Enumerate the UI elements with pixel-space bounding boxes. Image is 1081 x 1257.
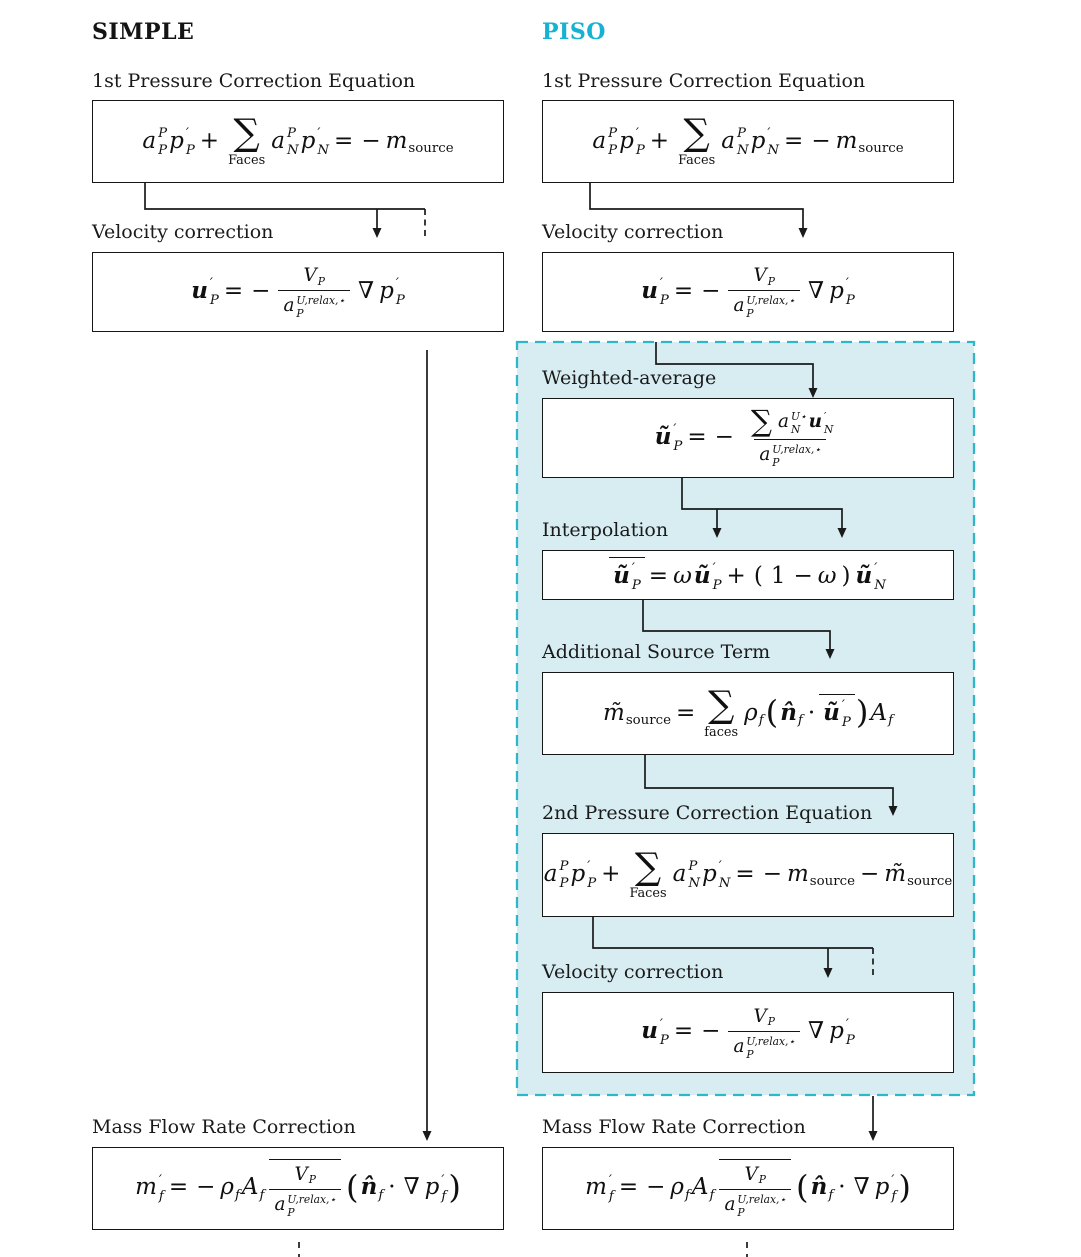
box-piso-pressure1 [542,100,954,183]
equation-piso-interpolation: ũ ′ P = ωũ ′ P + ( 1 − ω ) ũ ′ N [609,557,887,593]
box-piso-velocity [542,252,954,332]
box-simple-velocity [92,252,504,332]
label-simple-velocity: Velocity correction [92,221,274,243]
summation-symbol: ∑ Faces [629,844,667,902]
piso-column-title: PISO [542,19,606,45]
box-piso-mass-flow [542,1147,954,1230]
connector-simple-p1-to-vel [145,183,425,209]
equation-piso-pressure1: a P P p ′ P + ∑ Faces a P N p ′ N = − $m_{source}$ [592,111,904,168]
arrowhead [373,228,382,238]
label-piso-interpolation: Interpolation [542,519,669,541]
arrowhead [423,1131,432,1141]
label-piso-weighted: Weighted-average [542,367,717,389]
label-piso-velocity2: Velocity correction [542,961,724,983]
equation-piso-additional-source: $m̃_{source}$ = ∑ faces $\rho_f(n̂_f$ · ũ ′ P )$A_f$ [603,683,893,740]
simple-column-title: SIMPLE [92,19,195,45]
arrowhead [799,228,808,238]
equation-piso-pressure2: a P P p ′ P + ∑ Faces a P N p ′ N = − $m_{source}$ − $m̃_{source}$ [543,844,953,902]
summation-symbol: ∑ [750,404,772,439]
label-piso-pressure2: 2nd Pressure Correction Equation [542,802,873,824]
box-piso-interpolation [542,550,954,600]
summation-symbol: ∑ faces [704,683,739,740]
label-simple-mass-flow: Mass Flow Rate Correction [92,1116,356,1138]
summation-symbol: ∑ Faces [678,111,716,168]
label-piso-velocity: Velocity correction [542,221,724,243]
label-piso-mass-flow: Mass Flow Rate Correction [542,1116,806,1138]
box-piso-velocity2 [542,992,954,1073]
equation-simple-velocity: u ′ P = − $V_P$ a U,relax,⋆ P ∇ p ′ P [191,265,405,321]
label-piso-additional-source: Additional Source Term [542,641,771,663]
arrowhead [869,1131,878,1141]
box-simple-mass-flow [92,1147,504,1230]
equation-piso-mass-flow: m ′ f = − $\rho_fA_f$ $V_P$ a U,relax,⋆ P ($n̂_f$ · ∇ p ′ f ) [584,1159,912,1218]
equation-piso-velocity2: u ′ P = − $V_P$ a U,relax,⋆ P ∇ p ′ P [641,1005,855,1061]
equation-piso-velocity: u ′ P = − $V_P$ a U,relax,⋆ P ∇ p ′ P [641,265,855,321]
box-piso-additional-source [542,672,954,755]
equation-simple-mass-flow: m ′ f = − $\rho_fA_f$ $V_P$ a U,relax,⋆ P ($n̂_f$ · ∇ p ′ f ) [134,1159,462,1218]
label-piso-pressure1: 1st Pressure Correction Equation [542,70,866,92]
box-simple-pressure1 [92,100,504,183]
equation-piso-weighted-average: ũ ′ P = − ∑ a U⋆ N u ′ N a U,relax,⋆ P [654,404,834,470]
box-piso-weighted-average [542,398,954,478]
box-piso-pressure2 [542,833,954,917]
summation-symbol: ∑ Faces [228,111,266,168]
label-simple-pressure1: 1st Pressure Correction Equation [92,70,416,92]
equation-simple-pressure1: a P P p ′ P + ∑ Faces a P N p ′ N = − $m_{source}$ [142,111,454,168]
